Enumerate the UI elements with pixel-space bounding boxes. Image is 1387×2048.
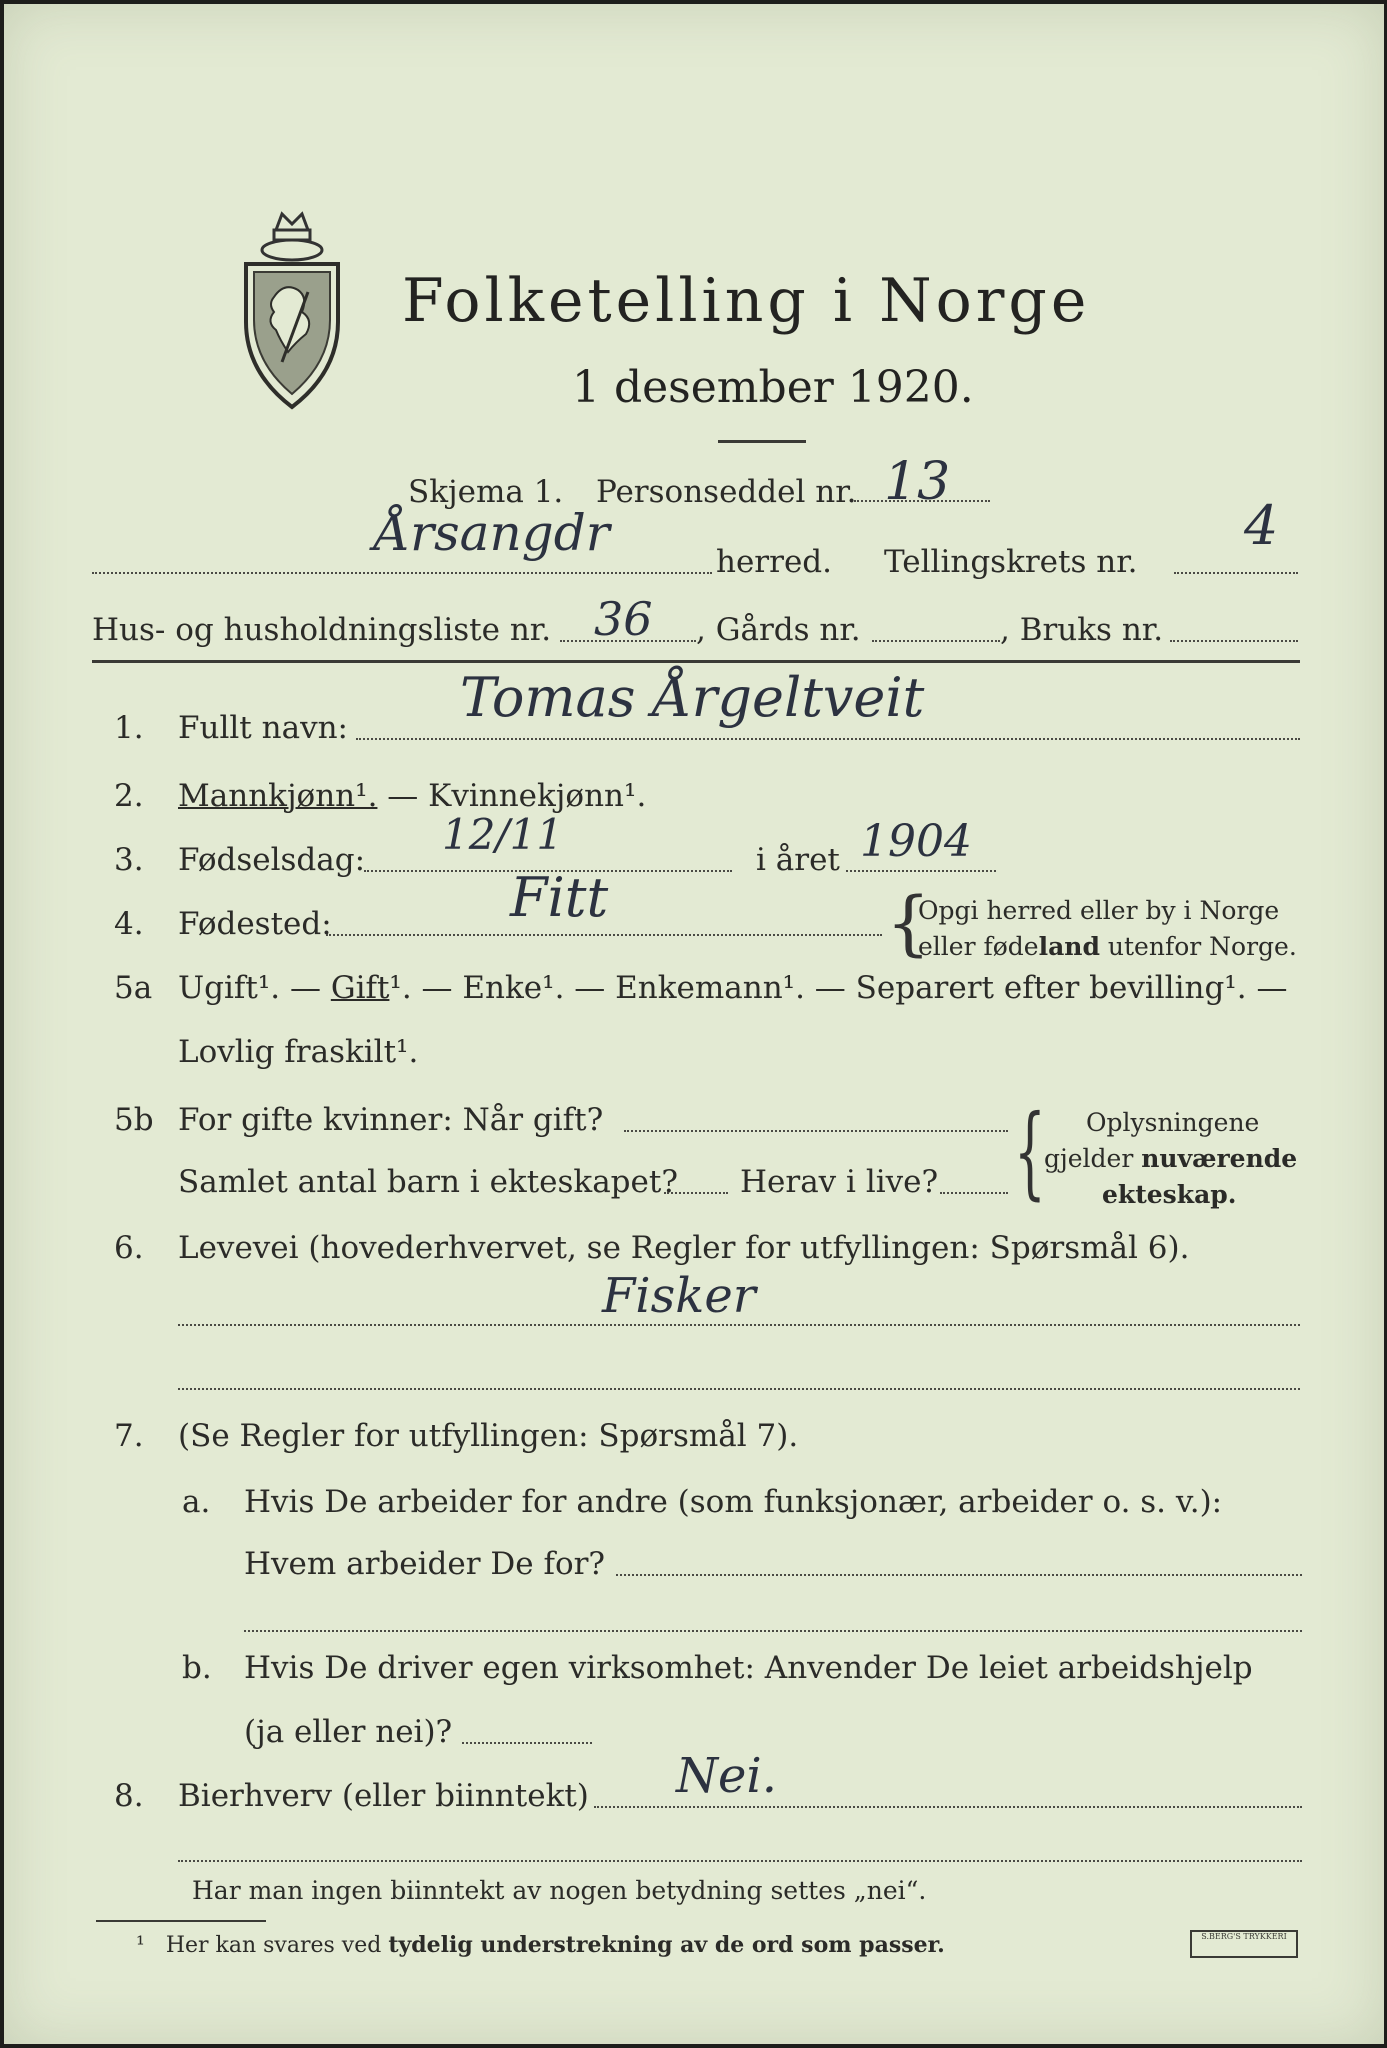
q2-number: 2.: [114, 778, 144, 814]
married-when-label: For gifte kvinner: Når gift?: [178, 1102, 604, 1138]
birthplace-note-2: eller fødeland utenfor Norge.: [918, 932, 1297, 961]
header-rule: [92, 660, 1300, 663]
gender-options: [178, 778, 646, 814]
birthplace-note-1: Opgi herred eller by i Norge: [918, 896, 1280, 925]
side-income-value: Nei.: [676, 1748, 778, 1804]
marriage-brace: {: [1014, 1093, 1046, 1210]
q8-number: 8.: [114, 1778, 144, 1814]
gender-male[interactable]: Mannkjønn¹.: [178, 778, 378, 814]
household-list-label: Hus- og husholdningsliste nr.: [92, 612, 552, 648]
occupation-value: Fisker: [602, 1268, 756, 1324]
side-income-label: Bierhverv (eller biinntekt): [178, 1778, 589, 1814]
gender-female[interactable]: Kvinnekjønn¹.: [428, 778, 647, 814]
q3-number: 3.: [114, 842, 144, 878]
full-name-value: Tomas Årgeltveit: [460, 666, 925, 729]
children-total-field[interactable]: [664, 1192, 728, 1194]
side-income-note: Har man ingen biinntekt av nogen betydning settes „nei“.: [192, 1876, 927, 1905]
norwegian-coat-of-arms-icon: [236, 202, 348, 412]
marital-other[interactable]: ¹. — Enke¹. — Enkemann¹. — Separert efter bevilling¹. —: [389, 970, 1288, 1006]
footnote: ¹ Her kan svares ved tydelig understrekning av de ord som passer.: [136, 1932, 945, 1958]
bruks-field[interactable]: [1170, 640, 1298, 642]
census-form: [4, 4, 1384, 2044]
printer-stamp: S.BERG'S TRYKKERI: [1190, 1930, 1298, 1958]
form-title: Folketelling i Norge: [402, 266, 1091, 336]
q7-number: 7.: [114, 1418, 144, 1454]
side-income-field[interactable]: [594, 1806, 1302, 1808]
birthplace-field[interactable]: [326, 934, 882, 936]
birthplace-value: Fitt: [510, 866, 609, 929]
birthday-value: 12/11: [442, 810, 564, 859]
q5b-number: 5b: [114, 1102, 154, 1138]
birthplace-label: Fødested:: [178, 906, 332, 942]
children-alive-label: Herav i live?: [740, 1164, 939, 1200]
tellingskrets-field[interactable]: [1174, 572, 1298, 574]
occupation-field-1[interactable]: [178, 1324, 1300, 1326]
hired-help-label: (ja eller nei)?: [244, 1714, 453, 1750]
marital-gift[interactable]: Gift: [330, 970, 390, 1006]
employer-label: Hvem arbeider De for?: [244, 1546, 606, 1582]
gards-field[interactable]: [872, 640, 1000, 642]
q7a-label: Hvis De arbeider for andre (som funksjonær, arbeider o. s. v.):: [244, 1484, 1223, 1520]
marital-divorced[interactable]: Lovlig fraskilt¹.: [178, 1034, 419, 1070]
q6-number: 6.: [114, 1230, 144, 1266]
census-date: 1 desember 1920.: [572, 362, 974, 413]
q7b-label: Hvis De driver egen virksomhet: Anvender De leiet arbeidshjelp: [244, 1650, 1253, 1686]
occupation-field-2[interactable]: [178, 1388, 1300, 1390]
birthplace-brace: {: [886, 882, 931, 964]
marriage-note-1: Oplysningene: [1086, 1108, 1260, 1137]
q1-number: 1.: [114, 710, 144, 746]
full-name-field[interactable]: [356, 738, 1300, 740]
personseddel-label: Personseddel nr.: [596, 474, 857, 510]
marital-ugift[interactable]: Ugift¹. —: [178, 970, 331, 1006]
married-when-field[interactable]: [624, 1130, 1008, 1132]
gards-label: , Gårds nr.: [696, 612, 861, 648]
q7a-letter: a.: [182, 1484, 211, 1520]
occupation-label: Levevei (hovederhvervet, se Regler for utfyllingen: Spørsmål 6).: [178, 1230, 1190, 1266]
tellingskrets-value: 4: [1244, 494, 1279, 557]
marriage-note-3: ekteskap.: [1102, 1180, 1237, 1209]
marriage-note-2: gjelder nuværende: [1044, 1144, 1298, 1173]
children-alive-field[interactable]: [940, 1192, 1008, 1194]
herred-value: Årsangdr: [374, 504, 610, 562]
schema-label: Skjema 1.: [408, 474, 564, 510]
employer-field-1[interactable]: [616, 1574, 1302, 1576]
q7b-letter: b.: [182, 1650, 212, 1686]
employer-field-2[interactable]: [244, 1630, 1302, 1632]
herred-label: herred.: [716, 544, 832, 580]
tellingskrets-label: Tellingskrets nr.: [884, 544, 1138, 580]
q7-label: (Se Regler for utfyllingen: Spørsmål 7).: [178, 1418, 799, 1454]
personseddel-value: 13: [884, 452, 951, 512]
bruks-label: , Bruks nr.: [1000, 612, 1164, 648]
children-total-label: Samlet antal barn i ekteskapet?: [178, 1164, 678, 1200]
q4-number: 4.: [114, 906, 144, 942]
herred-field[interactable]: [92, 572, 712, 574]
household-list-value: 36: [594, 592, 653, 646]
q5a-number: 5a: [114, 970, 153, 1006]
birth-year-field[interactable]: [846, 870, 996, 872]
gender-separator: —: [377, 778, 429, 814]
birthday-label: Fødselsdag:: [178, 842, 366, 878]
birth-year-label: i året: [756, 842, 840, 878]
footnote-rule: [96, 1920, 266, 1922]
side-income-field-2[interactable]: [178, 1860, 1302, 1862]
marital-options: [178, 970, 1287, 1006]
birth-year-value: 1904: [860, 816, 972, 867]
title-divider: [718, 440, 806, 443]
hired-help-field[interactable]: [462, 1742, 592, 1744]
full-name-label: Fullt navn:: [178, 710, 348, 746]
